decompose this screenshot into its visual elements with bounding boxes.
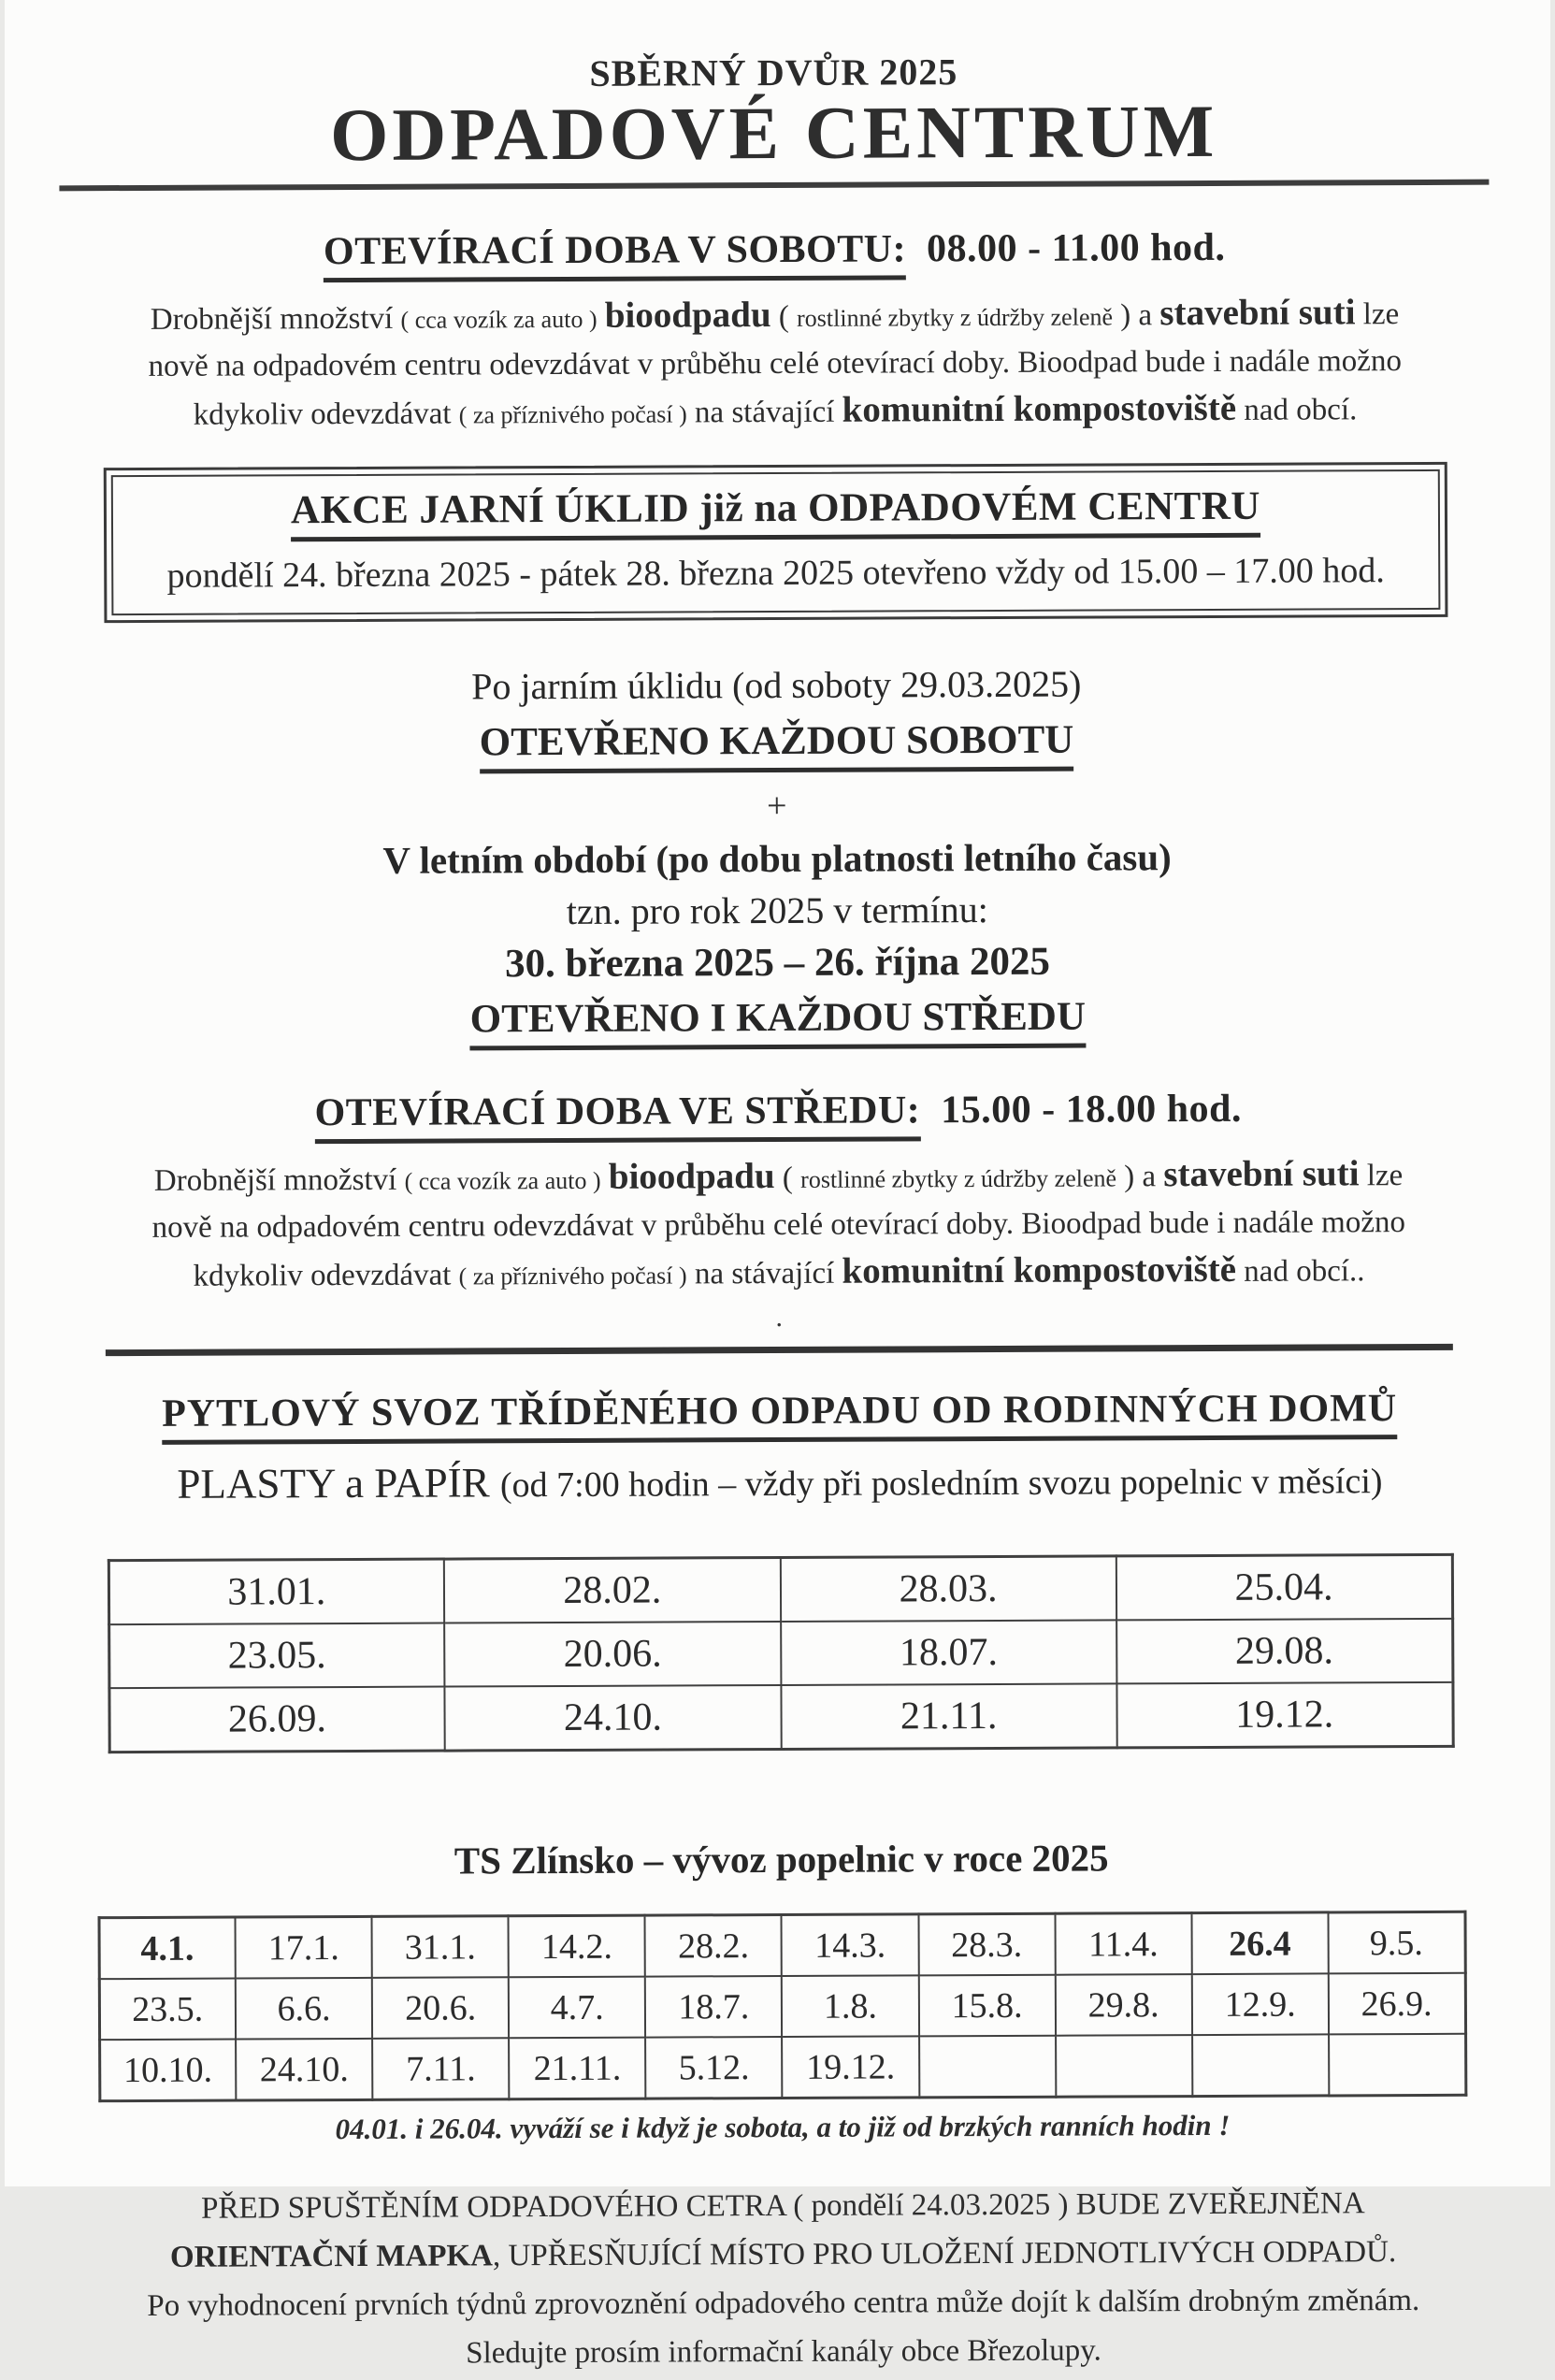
date-cell: 28.02.: [444, 1557, 781, 1623]
text-segment: nad obcí.: [1236, 393, 1358, 427]
date-cell: 10.10.: [99, 2040, 236, 2101]
open-every-wednesday-line: [5, 991, 1550, 1052]
date-cell: 14.3.: [782, 1914, 918, 1976]
table-row: [99, 1911, 1465, 1979]
text-segment: bioodpadu: [608, 1156, 775, 1197]
wednesday-hours-heading: [6, 1085, 1551, 1145]
date-cell: 28.03.: [780, 1556, 1116, 1622]
date-cell: 14.2.: [509, 1915, 645, 1977]
date-cell: 26.4: [1191, 1912, 1328, 1974]
text-segment: ( za příznivého počasí ): [458, 400, 687, 429]
after-cleanup-line: Po jarním úklidu (od soboty 29.03.2025): [471, 662, 1082, 708]
date-cell: 18.07.: [781, 1620, 1117, 1685]
text-segment: ) a: [1112, 298, 1160, 333]
document-subtitle: SBĚRNÝ DVŮR 2025: [589, 50, 958, 94]
text-segment: rostlinné zbytky z údržby zeleně: [797, 303, 1114, 332]
spring-cleanup-dates: pondělí 24. března 2025 - pátek 28. března 2025 otevřeno vždy od 15.00 – 17.00 hod.: [166, 551, 1385, 596]
text-segment: nově na odpadovém centru odevzdávat v průběhu celé otevírací doby. Bioodpad bude i nadále možno: [148, 344, 1402, 383]
date-cell: 21.11.: [781, 1683, 1117, 1749]
date-cell: 15.8.: [918, 1975, 1055, 2037]
date-cell: 29.8.: [1055, 1974, 1191, 2036]
spring-cleanup-title: [132, 483, 1419, 542]
open-every-saturday-text: OTEVŘENO KAŽDOU SOBOTU: [480, 717, 1074, 774]
date-cell: 19.12.: [1116, 1682, 1453, 1748]
spring-cleanup-box-inner: [111, 469, 1441, 615]
text-segment: stavební suti: [1159, 292, 1356, 334]
text-segment: lze: [1359, 1159, 1404, 1193]
text-segment: ( za příznivého počasí ): [458, 1262, 687, 1291]
saturday-paragraph: [84, 289, 1466, 440]
date-cell: 24.10.: [445, 1685, 782, 1751]
table-row: [99, 1973, 1465, 2040]
date-cell: 28.2.: [645, 1914, 782, 1976]
bag-collection-table-body: [108, 1554, 1453, 1752]
text-segment: rostlinné zbytky z údržby zeleně: [800, 1164, 1117, 1193]
open-every-wednesday-text: OTEVŘENO I KAŽDOU STŘEDU: [470, 994, 1086, 1051]
bag-collection-heading-text: PYTLOVÝ SVOZ TŘÍDĚNÉHO ODPADU OD RODINNÝCH DOMŮ: [162, 1386, 1397, 1445]
plus-sign: +: [767, 786, 787, 827]
summer-period-line: V letním období (po dobu platnosti letního času): [382, 835, 1172, 882]
text-segment: Drobnější množství: [153, 1162, 405, 1198]
date-cell: [1056, 2035, 1192, 2097]
scanned-notice-page: [5, 0, 1550, 2371]
date-cell: 23.05.: [108, 1623, 445, 1689]
horizontal-divider-top: [59, 180, 1489, 192]
text-segment: (: [774, 1161, 801, 1196]
summer-date-range: 30. března 2025 – 26. října 2025: [505, 939, 1051, 987]
date-cell: 9.5.: [1328, 1911, 1464, 1973]
date-cell: [919, 2036, 1056, 2098]
bin-collection-table-body: [99, 1911, 1466, 2100]
text-segment: stavební suti: [1163, 1153, 1360, 1195]
date-cell: 20.6.: [372, 1977, 509, 2039]
orientation-map-label: ORIENTAČNÍ MAPKA: [169, 2239, 494, 2274]
date-cell: 24.10.: [236, 2039, 372, 2100]
bag-collection-time-note: (od 7:00 hodin – vždy při posledním svozu popelnic v měsíci): [499, 1462, 1383, 1506]
date-cell: [1329, 2034, 1465, 2096]
date-cell: 29.08.: [1116, 1619, 1453, 1684]
wednesday-paragraph: [88, 1150, 1470, 1301]
stray-dot: .: [775, 1301, 784, 1334]
bin-collection-title: TS Zlínsko – vývoz popelnic v roce 2025: [454, 1836, 1109, 1882]
bin-collection-dates-table: [97, 1911, 1467, 2102]
page-content: [1, 0, 1555, 2380]
bag-collection-subheading: [7, 1453, 1552, 1508]
saturday-hours-heading: [2, 224, 1548, 283]
date-cell: 25.04.: [1116, 1554, 1453, 1620]
text-segment: ( cca vozík za auto ): [404, 1166, 601, 1195]
footer-line-3: Po vyhodnocení prvních týdnů zprovoznění odpadového centra může dojít k dalším drobným změnám.: [147, 2284, 1420, 2323]
date-cell: 19.12.: [783, 2036, 919, 2098]
date-cell: 31.1.: [372, 1916, 509, 1978]
date-cell: 26.09.: [108, 1687, 445, 1753]
date-cell: 21.11.: [509, 2038, 645, 2099]
date-cell: 6.6.: [236, 1978, 372, 2040]
saturday-hours-value: 08.00 - 11.00 hod.: [926, 225, 1226, 271]
date-cell: 4.1.: [99, 1917, 236, 1979]
date-cell: [1192, 2034, 1329, 2096]
footer-line-2: [10, 2227, 1555, 2282]
table-row: [108, 1619, 1452, 1688]
masthead: [1, 0, 1548, 177]
text-segment: nad obcí..: [1235, 1254, 1365, 1289]
date-cell: 12.9.: [1192, 1973, 1329, 2035]
wednesday-heading-label: OTEVÍRACÍ DOBA VE STŘEDU:: [314, 1088, 920, 1144]
text-segment: na stávající: [686, 1256, 842, 1291]
text-segment: komunitní kompostoviště: [842, 387, 1237, 430]
saturday-pickup-note: 04.01. i 26.04. vyváží se i když je sobota, a to již od brzkých ranních hodin !: [335, 2108, 1231, 2146]
date-cell: 23.5.: [99, 1979, 236, 2041]
footer-notice: [10, 2178, 1555, 2379]
footer-line-4: Sledujte prosím informační kanály obce Březolupy.: [466, 2333, 1101, 2371]
date-cell: 31.01.: [108, 1559, 445, 1624]
text-segment: ) a: [1116, 1160, 1164, 1194]
horizontal-divider-middle: [106, 1344, 1453, 1356]
spring-cleanup-box: [104, 462, 1448, 623]
footer-line-2-rest: , UPŘESŇUJÍCÍ MÍSTO PRO ULOŽENÍ JEDNOTLIVÝCH ODPADŮ.: [492, 2235, 1397, 2273]
spring-cleanup-title-text: AKCE JARNÍ ÚKLID již na ODPADOVÉM CENTRU: [291, 483, 1260, 542]
date-cell: 4.7.: [509, 1977, 645, 2039]
table-row: [99, 2034, 1465, 2101]
text-segment: (: [770, 299, 798, 335]
table-row: [108, 1554, 1452, 1624]
text-segment: kdykoliv odevzdávat: [193, 397, 459, 432]
text-segment: [601, 1162, 609, 1196]
bag-collection-dates-table: [107, 1553, 1454, 1753]
open-every-saturday-line: [4, 714, 1549, 775]
table-row: [108, 1682, 1452, 1753]
text-segment: [597, 301, 604, 335]
text-segment: nově na odpadovém centru odevzdávat v průběhu celé otevírací doby. Bioodpad bude i nadále možno: [151, 1205, 1406, 1245]
date-cell: 26.9.: [1329, 1973, 1465, 2035]
text-segment: Drobnější množství: [150, 301, 401, 337]
text-segment: kdykoliv odevzdávat: [193, 1258, 459, 1293]
text-segment: na stávající: [686, 395, 842, 430]
text-segment: bioodpadu: [604, 295, 771, 336]
page-title: ODPADOVÉ CENTRUM: [329, 90, 1218, 178]
date-cell: 5.12.: [645, 2037, 782, 2099]
date-cell: 17.1.: [236, 1916, 372, 1978]
date-cell: 20.06.: [444, 1622, 781, 1687]
footer-line-1: PŘED SPUŠTĚNÍM ODPADOVÉHO CETRA ( pondělí 24.03.2025 ) BUDE ZVEŘEJNĚNA: [201, 2186, 1365, 2226]
bag-collection-heading: [7, 1385, 1552, 1445]
text-segment: lze: [1355, 297, 1400, 332]
date-cell: 28.3.: [918, 1913, 1055, 1975]
date-cell: 1.8.: [782, 1975, 918, 2037]
date-cell: 18.7.: [645, 1976, 782, 2038]
text-segment: ( cca vozík za auto ): [400, 305, 598, 334]
wednesday-hours-value: 15.00 - 18.00 hod.: [941, 1087, 1243, 1132]
plastics-paper-label: PLASTY a PAPÍR: [177, 1459, 501, 1507]
text-segment: komunitní kompostoviště: [842, 1248, 1237, 1291]
saturday-heading-label: OTEVÍRACÍ DOBA V SOBOTU:: [324, 226, 906, 282]
date-cell: 7.11.: [372, 2038, 509, 2099]
date-cell: 11.4.: [1055, 1913, 1191, 1975]
year-term-line: tzn. pro rok 2025 v termínu:: [566, 888, 988, 932]
summer-schedule: [4, 659, 1551, 1052]
